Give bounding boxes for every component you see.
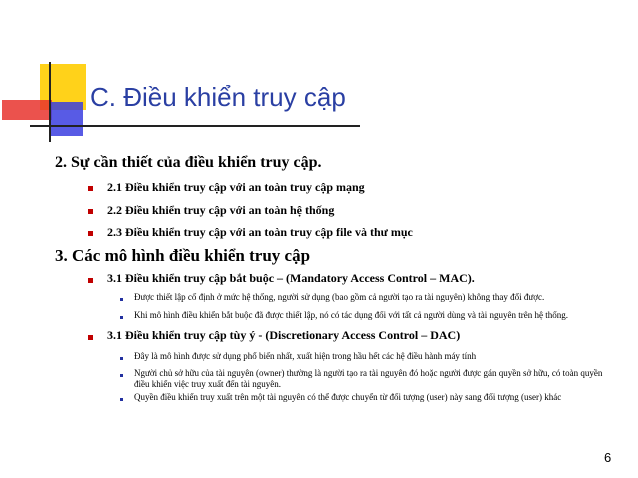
bullet-square-icon	[120, 316, 123, 319]
dac-point: Đây là mô hình được sử dụng phổ biến nhất, xuất hiện trong hầu hết các hệ điều hành máy tính	[134, 351, 477, 361]
bullet-square-icon	[88, 278, 93, 283]
title-underline	[30, 125, 360, 127]
mac-point: Khi mô hình điều khiển bắt buộc đã được thiết lập, nó có tác dụng đối với tất cả người dùng và tài nguyên trên hệ thống.	[134, 310, 568, 320]
dac-point: Người chủ sở hữu của tài nguyên (owner) thường là người tạo ra tài nguyên đó hoặc người được gán quyền sở hữu, có toàn quyền điều khiển việc truy xuất đến tài nguyên.	[134, 368, 603, 389]
slide-title: C. Điều khiển truy cập	[90, 82, 346, 112]
bullet-square-icon	[120, 298, 123, 301]
dac-label: 3.1 Điều khiển truy cập tùy ý - (Discretionary Access Control – DAC)	[107, 328, 461, 342]
bullet-square-icon	[120, 357, 123, 360]
bullet-square-icon	[88, 231, 93, 236]
page-number: 6	[604, 450, 612, 465]
bullet-square-icon	[88, 186, 93, 191]
decor-blue-square	[49, 102, 83, 136]
dac-point: Quyền điều khiển truy xuất trên một tài nguyên có thể được chuyển từ đối tượng (user) này sang đối tượng (user) khác	[134, 392, 562, 402]
section2-item: 2.2 Điều khiển truy cập với an toàn hệ thống	[107, 203, 335, 217]
section3-heading: 3. Các mô hình điều khiển truy cập	[55, 246, 311, 265]
section2-heading: 2. Sự cần thiết của điều khiển truy cập.	[55, 154, 322, 171]
section2-item: 2.1 Điều khiển truy cập với an toàn truy cập mạng	[107, 180, 365, 194]
mac-label: 3.1 Điều khiển truy cập bắt buộc – (Mandatory Access Control – MAC).	[107, 271, 475, 285]
decor-red-bar	[2, 100, 52, 120]
mac-point: Được thiết lập cố định ở mức hệ thống, người sử dụng (bao gồm cả người tạo ra tài nguyên) không thay đổi được.	[134, 292, 545, 302]
bullet-square-icon	[88, 209, 93, 214]
bullet-square-icon	[88, 335, 93, 340]
decor-vertical-line	[49, 62, 51, 142]
section2-item: 2.3 Điều khiển truy cập với an toàn truy cập file và thư mục	[107, 225, 413, 239]
bullet-square-icon	[120, 374, 123, 377]
bullet-square-icon	[120, 398, 123, 401]
